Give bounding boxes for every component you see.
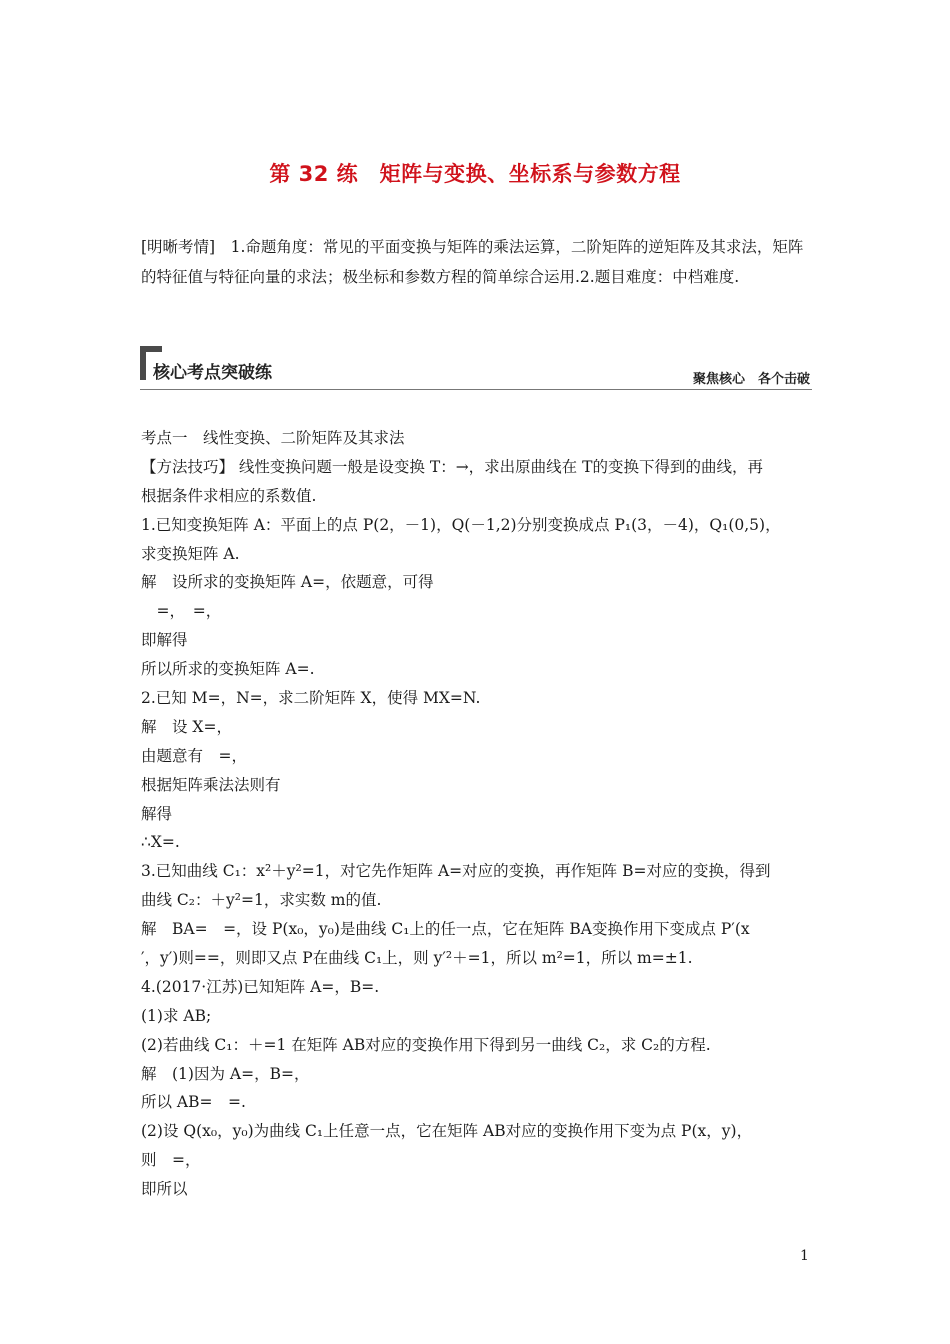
text-line: (2)若曲线 C₁：＋=1 在矩阵 AB对应的变换作用下得到另一曲线 C₂，求 C₂的方程. — [141, 1035, 711, 1054]
text-line: ∴X=. — [141, 833, 180, 852]
section-divider — [140, 389, 812, 390]
text-line: 解 设 X=， — [141, 717, 232, 736]
text-line: 解得 — [141, 804, 173, 823]
section-title: 核心考点突破练 — [153, 363, 272, 383]
text-line: 根据矩阵乘法法则有 — [141, 775, 281, 794]
text-line: 3.已知曲线 C₁：x²＋y²=1，对它先作矩阵 A=对应的变换，再作矩阵 B=对应的变换，得到 — [141, 862, 771, 881]
section-header — [140, 346, 812, 392]
text-line: 解 (1)因为 A=，B=， — [141, 1064, 310, 1083]
section-bracket-top — [140, 346, 162, 352]
text-line: 求变换矩阵 A. — [141, 544, 240, 563]
text-line: 所以 AB= =. — [141, 1093, 246, 1112]
text-line: 所以所求的变换矩阵 A=. — [141, 660, 315, 679]
text-line: ′，y′)则==，则即又点 P在曲线 C₁上，则 y′²＋=1，所以 m²=1，所以 m=±1. — [141, 949, 693, 968]
text-line: 【方法技巧】 线性变换问题一般是设变换 T：→，求出原曲线在 T的变换下得到的曲线，再 — [141, 457, 763, 476]
page-title: 第 32 练 矩阵与变换、坐标系与参数方程 — [269, 162, 681, 186]
text-line: 曲线 C₂：＋y²=1，求实数 m的值. — [141, 891, 382, 910]
content-body — [141, 424, 813, 1204]
intro-paragraph: [明晰考情] 1.命题角度：常见的平面变换与矩阵的乘法运算，二阶矩阵的逆矩阵及其求法，矩阵的特征值与特征向量的求法；极坐标和参数方程的简单综合运用.2.题目难度：中档难度. — [141, 238, 804, 286]
text-line: 解 设所求的变换矩阵 A=，依题意，可得 — [141, 573, 434, 592]
text-line: 1.已知变换矩阵 A：平面上的点 P(2，－1)，Q(－1,2)分别变换成点 P₁(3，－4)，Q₁(0,5)， — [141, 515, 781, 534]
text-line: 即解得 — [141, 631, 188, 650]
text-line: 4.(2017·江苏)已知矩阵 A=，B=. — [141, 977, 380, 996]
section-subtitle: 聚焦核心 各个击破 — [692, 372, 810, 387]
text-line: 则 =， — [141, 1151, 201, 1170]
page-number: 1 — [800, 1248, 809, 1264]
text-line: 解 BA= =，设 P(x₀，y₀)是曲线 C₁上的任一点，它在矩阵 BA变换作用下变成点 P′(x — [141, 920, 750, 939]
text-line: 由题意有 =， — [141, 746, 247, 765]
text-line: 根据条件求相应的系数值. — [141, 486, 317, 505]
text-line: 即所以 — [141, 1180, 188, 1199]
text-line: (1)求 AB; — [141, 1006, 212, 1025]
text-line: 2.已知 M=，N=，求二阶矩阵 X，使得 MX=N. — [141, 689, 481, 708]
text-line: 考点一 线性变换、二阶矩阵及其求法 — [141, 429, 405, 447]
text-line: (2)设 Q(x₀，y₀)为曲线 C₁上任意一点，它在矩阵 AB对应的变换作用下变为点 P(x，y)， — [141, 1122, 753, 1141]
text-line: =， =， — [141, 602, 222, 621]
